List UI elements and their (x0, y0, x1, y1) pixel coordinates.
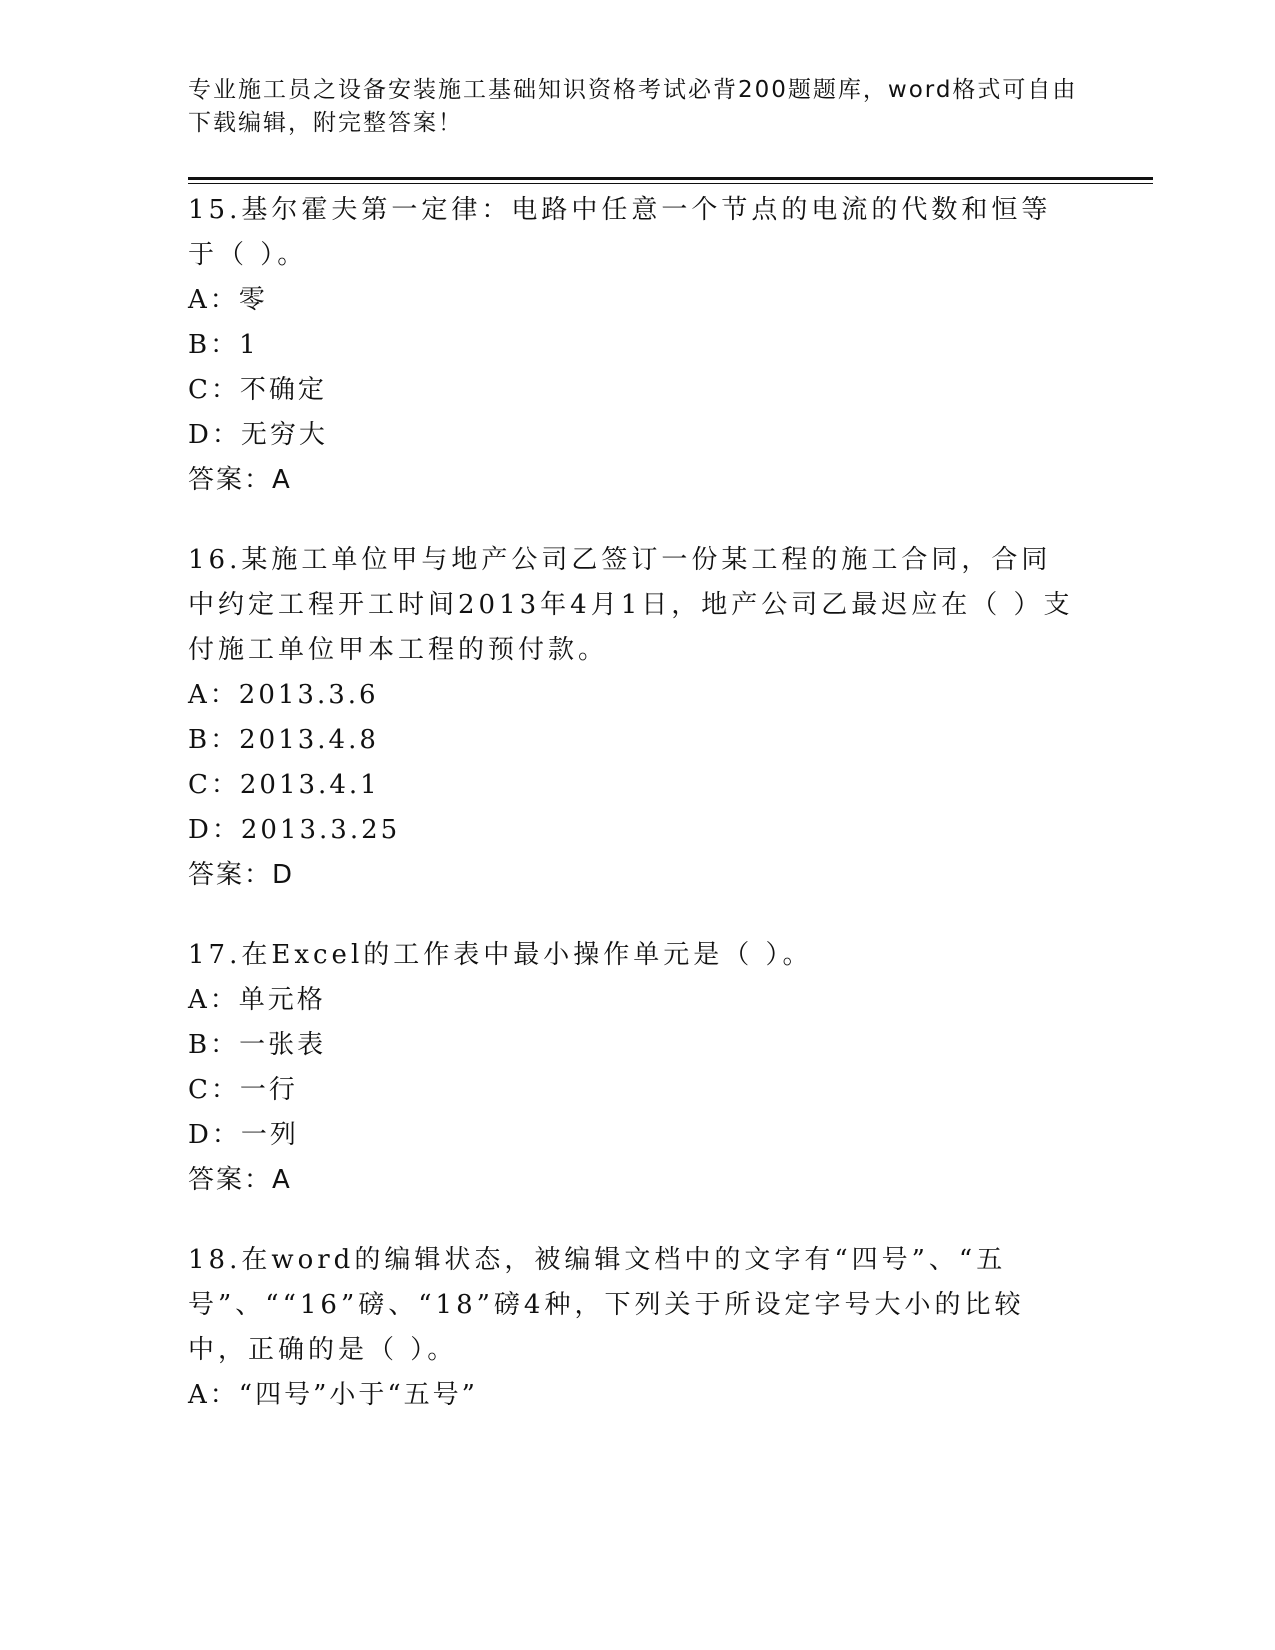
question-text: 15.基尔霍夫第一定律：电路中任意一个节点的电流的代数和恒等于（ ）。 (188, 195, 1052, 270)
option-d: D：2013.3.25 (188, 815, 401, 845)
option-b: B：一张表 (188, 1030, 327, 1060)
question-15 (188, 188, 1078, 503)
question-text: 17.在Excel的工作表中最小操作单元是（ ）。 (188, 940, 813, 970)
option-d: D：无穷大 (188, 420, 328, 450)
header-divider-thin (188, 183, 1153, 184)
question-list (188, 188, 1078, 1453)
document-header: 专业施工员之设备安装施工基础知识资格考试必背200题题库，word格式可自由下载编辑，附完整答案！ (188, 77, 1078, 136)
question-text: 16.某施工单位甲与地产公司乙签订一份某工程的施工合同，合同中约定工程开工时间2013年4月1日，地产公司乙最迟应在（ ）支付施工单位甲本工程的预付款。 (188, 545, 1074, 665)
option-a: A：2013.3.6 (188, 680, 379, 710)
question-18 (188, 1238, 1078, 1418)
option-a: A：零 (188, 285, 268, 315)
option-c: C：2013.4.1 (188, 770, 380, 800)
option-a: A：单元格 (188, 985, 326, 1015)
question-16 (188, 538, 1078, 898)
question-17 (188, 933, 1078, 1203)
option-c: C：不确定 (188, 375, 327, 405)
answer-line: 答案：D (188, 860, 295, 890)
answer-line: 答案：A (188, 465, 292, 495)
answer-line: 答案：A (188, 1165, 292, 1195)
option-b: B：1 (188, 330, 259, 360)
option-c: C：一行 (188, 1075, 298, 1105)
question-text: 18.在word的编辑状态，被编辑文档中的文字有“四号”、“五号”、““16”磅、“18”磅4种，下列关于所设定字号大小的比较中，正确的是（ ）。 (188, 1245, 1025, 1365)
option-a: A：“四号”小于“五号” (188, 1380, 478, 1410)
option-d: D：一列 (188, 1120, 299, 1150)
option-b: B：2013.4.8 (188, 725, 379, 755)
header-divider-thick (188, 177, 1153, 180)
